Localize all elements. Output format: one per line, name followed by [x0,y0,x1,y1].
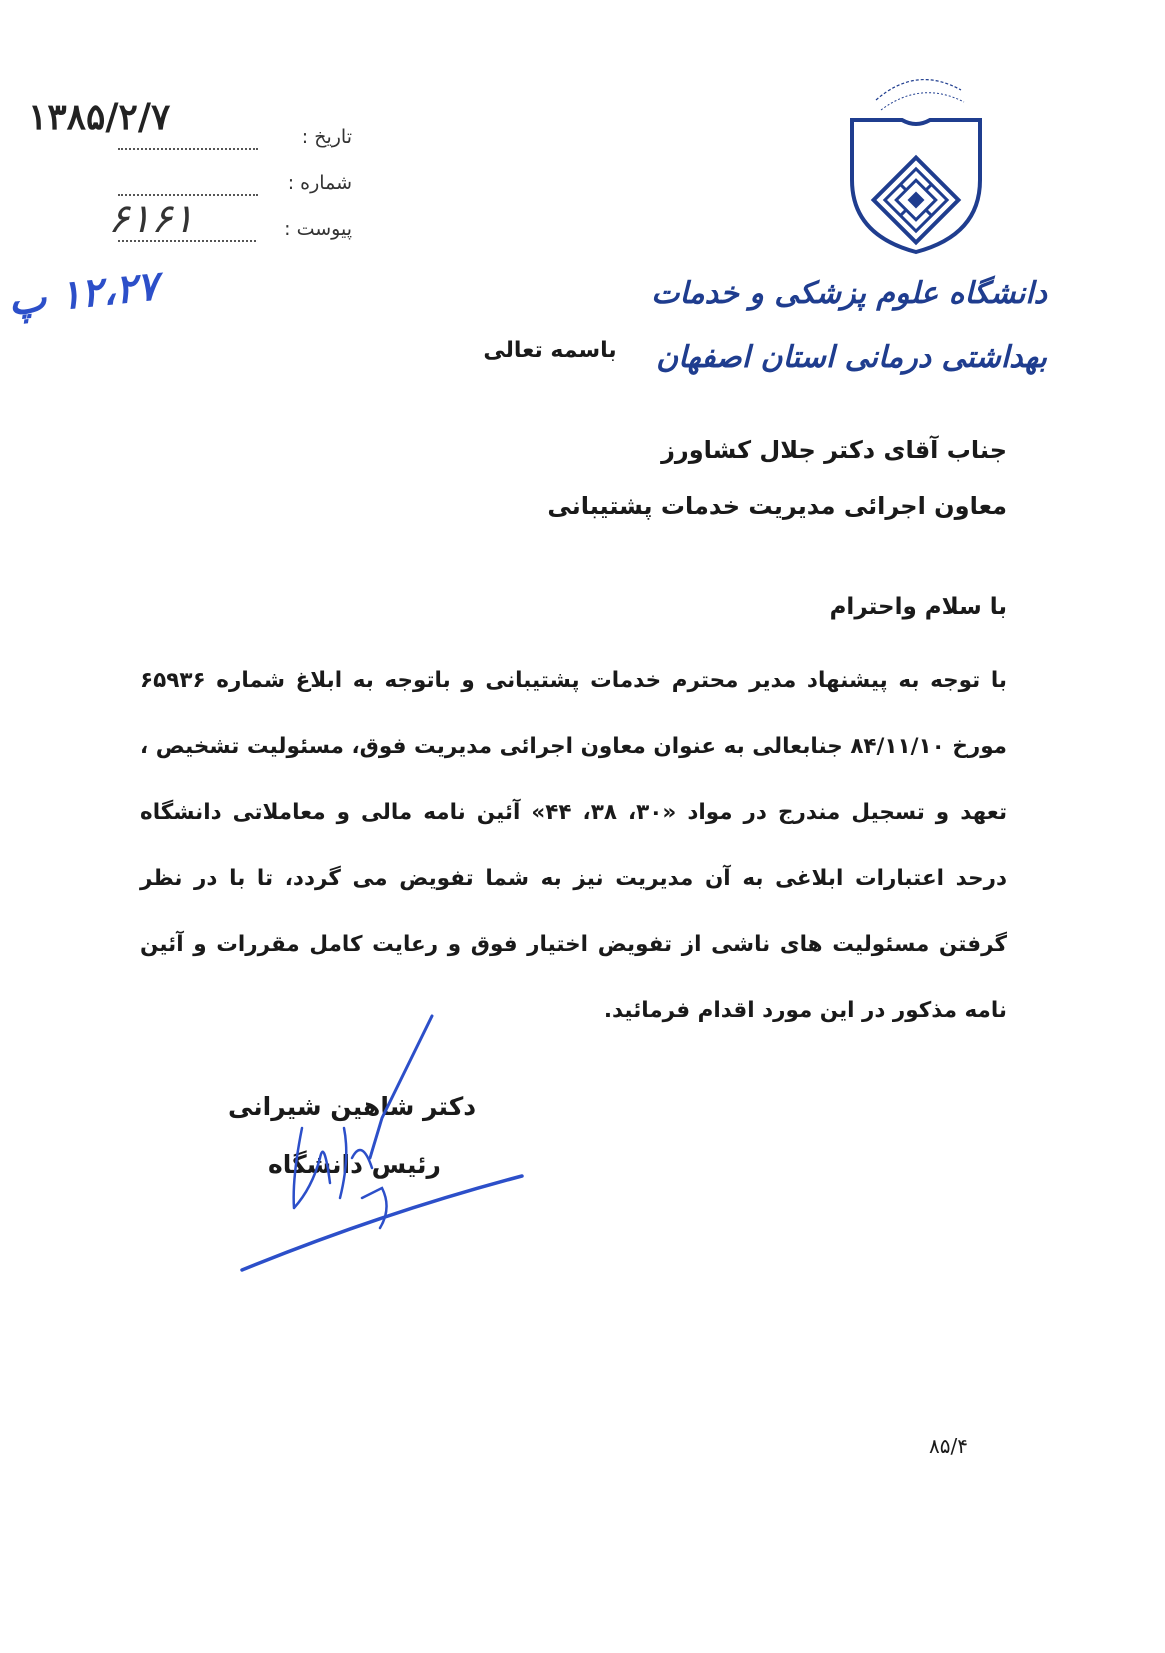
university-name-line1: دانشگاه علوم پزشکی و خدمات [651,276,1047,311]
university-seal-icon [846,60,986,256]
university-logo [846,60,986,256]
university-name-line2: بهداشتی درمانی استان اصفهان [656,340,1047,375]
handwritten-number: ۶۱۶۱ [108,196,194,242]
signatory-title: رئیس دانشگاه [268,1150,441,1179]
date-label: تاریخ : [301,126,352,148]
invocation: باسمه تعالی [483,338,617,363]
date-value: ۱۳۸۵/۲/۷ [28,96,171,138]
page-code: ۸۵/۴ [929,1434,968,1458]
date-dots [118,148,258,150]
recipient-line1: جناب آقای دکتر جلال کشاورز [661,436,1007,464]
attachment-label: پیوست : [284,218,352,240]
signatory-name: دکتر شاهین شیرانی [228,1092,477,1121]
signature-scribble [232,1008,552,1288]
recipient-line2: معاون اجرائی مدیریت خدمات پشتیبانی [547,492,1007,520]
greeting: با سلام واحترام [829,594,1007,620]
handwritten-note: ۱۲،۲۷ پ [5,262,161,325]
letter-body: با توجه به پیشنهاد مدیر محترم خدمات پشتیبانی و باتوجه به ابلاغ شماره ۶۵۹۳۶ مورخ ۸۴/۱۱/۱۰ جنابعالی به عنوان معاون اجرائی مدیریت فوق، مسئولیت تشخیص ، تعهد و تسجیل مندرج در مواد «۳۰، ۳۸، ۴۴» آئین نامه مالی و معاملاتی دانشگاه درحد اعتبارات ابلاغی به آن مدیریت نیز به شما تفویض می گردد، تا با در نظر گرفتن مسئولیت های ناشی از تفویض اختیار فوق و رعایت کامل مقررات و آئین نامه مذکور در این مورد اقدام فرمائید. [140,668,1008,1023]
number-label: شماره : [287,172,352,194]
